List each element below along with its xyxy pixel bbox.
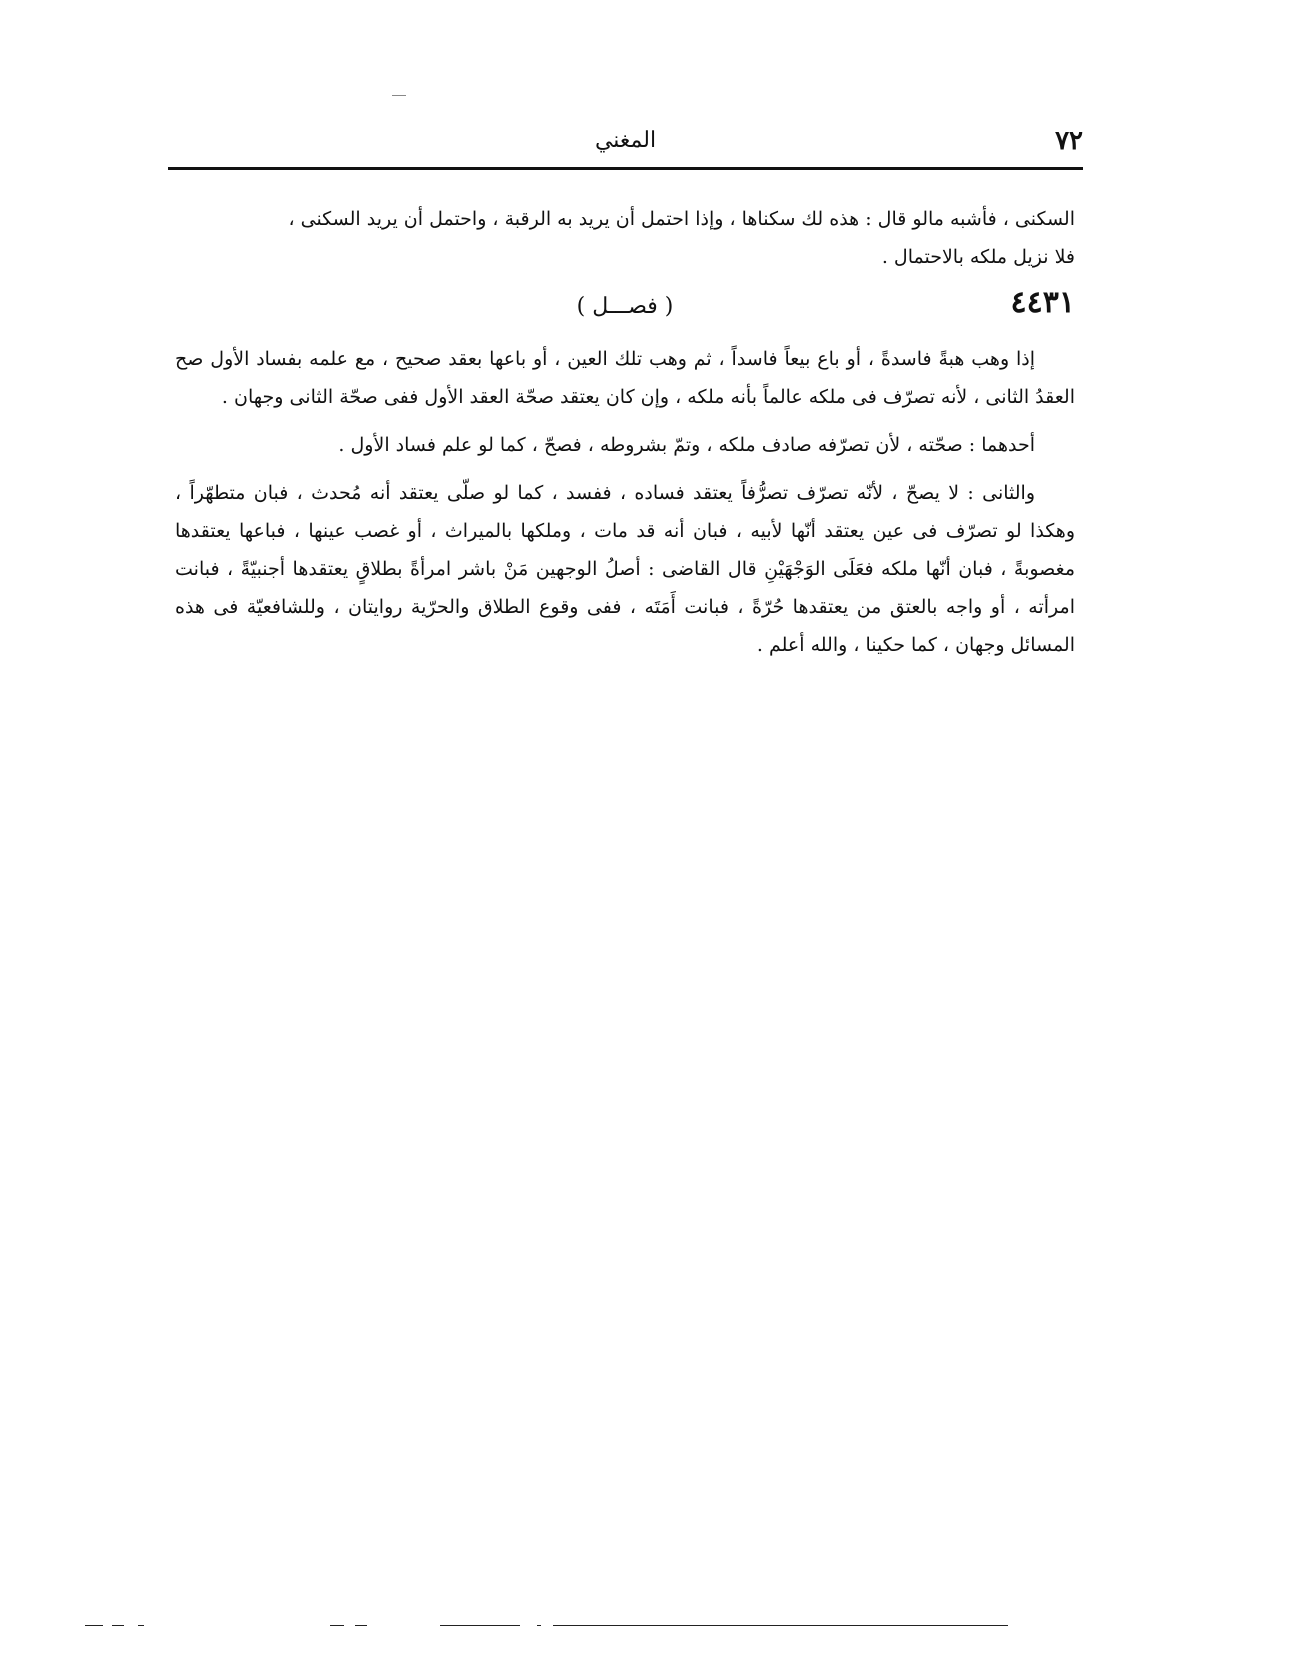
header-rule: [168, 167, 1083, 170]
body-text: [175, 200, 1075, 664]
scan-edge-line: [553, 1625, 1008, 1626]
scan-edge-line: [112, 1625, 124, 1626]
scan-edge-line: [85, 1625, 103, 1626]
section-title: ( فصـــل ): [576, 294, 674, 319]
paragraph: إذا وهب هبةً فاسدةً ، أو باع بيعاً فاسداً ، ثم وهب تلك العين ، أو باعها بعقد صحيح ، مع علمه بفساد الأول صح العقدُ الثانى ، لأنه تصرّف فى ملكه عالماً بأنه ملكه ، وإن كان يعتقد صحّة العقد الأول ففى صحّة الثانى وجهان .: [175, 348, 1075, 408]
scan-edge-line: [440, 1625, 520, 1626]
paragraph: أحدهما : صحّته ، لأن تصرّفه صادف ملكه ، وتمّ بشروطه ، فصحّ ، كما لو علم فساد الأول .: [338, 434, 1035, 456]
section-heading: [175, 278, 1075, 336]
scan-edge-line: [355, 1625, 367, 1626]
scan-speck: [392, 95, 406, 96]
scan-edge-line: [330, 1625, 344, 1626]
section-number: ٤٤٣١: [1010, 285, 1075, 320]
running-title: المغني: [594, 128, 657, 153]
continued-line: فلا نزيل ملكه بالاحتمال .: [881, 246, 1075, 268]
scan-edge-line: [537, 1625, 541, 1626]
continued-line: السكنى ، فأشبه مالو قال : هذه لك سكناها ، وإذا احتمل أن يريد به الرقبة ، واحتمل أن يريد السكنى ،: [288, 208, 1075, 230]
paragraph: والثانى : لا يصحّ ، لأنّه تصرّف تصرُّفاً يعتقد فساده ، ففسد ، كما لو صلّى يعتقد أنه مُحدث ، فبان متطهّراً ، وهكذا لو تصرّف فى عين يعتقد أنّها لأبيه ، فبان أنه قد مات ، وملكها بالميراث ، أو غصب عينها ، فباعها يعتقدها مغصوبةً ، فبان أنّها ملكه فعَلَى الوَجْهَيْنِ قال القاضى : أصلُ الوجهين مَنْ باشر امرأةً بطلاقٍ يعتقدها أجنبيّةً ، فبانت امرأته ، أو واجه بالعتق من يعتقدها حُرّةً ، فبانت أَمَتَه ، ففى وقوع الطلاق والحرّية روايتان ، وللشافعيّة فى هذه المسائل وجهان ، كما حكينا ، والله أعلم .: [175, 482, 1075, 656]
page-header: [168, 118, 1083, 174]
page-number: ٧٢: [1055, 126, 1083, 156]
scan-edge-line: [138, 1625, 144, 1626]
